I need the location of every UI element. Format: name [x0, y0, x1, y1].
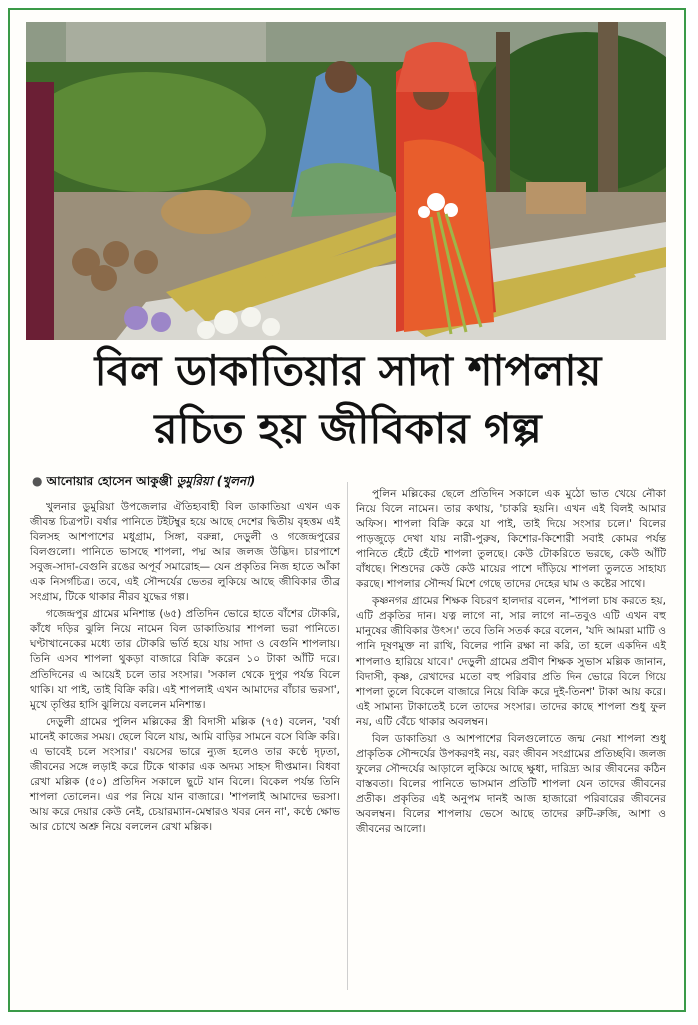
headline-line-1: বিল ডাকাতিয়ার সাদা শাপলায়	[94, 346, 602, 395]
paragraph: বিল ডাকাতিয়া ও আশপাশের বিলগুলোতে জন্ম নেয়া শাপলা শুধু প্রাকৃতিক সৌন্দর্যের উপকরণই নয়, বরং জীবন সংগ্রামের প্রতিচ্ছবি। জলজ ফুলের সৌন্দর্যের আড়ালে লুকিয়ে আছে ক্ষুধা, দারিদ্র্য আর জীবনের কঠিন বাস্তবতা। বিলের পানিতে ভাসমান প্রতিটি শাপলা যেন তাদের জীবনের প্রতীক। প্রকৃতির এই অনুপম দানই আজ হাজারো পরিবারের জীবনের অবলম্বন। বিলের শাপলায় ভেসে আছে তাদের রুটি-রুজি, আশা ও জীবনের আলো।	[356, 732, 666, 836]
paragraph: কৃষ্ণনগর গ্রামের শিক্ষক বিচরণ হালদার বলেন, 'শাপলা চাষ করতে হয়, এটি প্রকৃতির দান। যত্ন লাগে না, সার লাগে না–তবুও এটি এখন বহু মানুষের জীবিকার উৎস।' তবে তিনি সতর্ক করে বলেন, 'যদি আমরা মাটি ও পানি দূষণমুক্ত না রাখি, বিলের পানি রক্ষা না করি, তা হলে একদিন এই শাপলাও হারিয়ে যাবে।' দেড়ুলী গ্রামের প্রবীণ শিক্ষক সুভাস মল্লিক জানান, বিদাসী, কৃষ্ণ, রেখাদের মতো বহু পরিবার প্রতি দিন ভোরে বিলে গিয়ে শাপলা তুলে বিকেলে বাজারে নিয়ে বিক্রি করে দুই-তিনশ' টাকা আয় করে। এই সামান্য টাকাতেই চলে তাদের সংসার। তাদের কাছে শাপলা শুধু ফুল নয়, এটি বেঁচে থাকার অবলম্বন।	[356, 595, 666, 728]
column-divider	[347, 482, 348, 990]
article-column-right	[356, 487, 666, 837]
byline-author: আনোয়ার হোসেন আকুঞ্জী	[46, 474, 173, 488]
paragraph: দেড়ুলী গ্রামের পুলিন মল্লিকের স্ত্রী বিদাসী মল্লিক (৭৫) বলেন, 'বর্ষা মানেই কাজের সময়। ছেলে বিলে যায়, আমি বাড়ির সামনে বসে বিক্রি করি। এ ভাবেই চলে সংসার।' বয়সের ভারে ন্যুজ হলেও তার কণ্ঠে দৃঢ়তা, জীবনের সঙ্গে লড়াই করে টিকে থাকার এক অদম্য সাহস দীপ্তমান। বিধবা রেখা মল্লিক (৫০) প্রতিদিন সকালে ছুটে যান বিলে। বিকেল পর্যন্ত তিনি শাপলা তোলেন। এর পর নিয়ে যান বাজারে। 'শাপলাই আমাদের ভরসা। আয় করে দেয়ার কেউ নেই, চেয়ারম্যান-মেম্বারও খবর নেন না', কণ্ঠে ক্ষোভ আর চোখে অশ্রু নিয়ে বললেন রেখা মল্লিক।	[30, 715, 340, 833]
byline-marker: ●	[32, 474, 43, 488]
article-photo	[26, 22, 666, 340]
byline-place: ডুমুরিয়া (খুলনা)	[176, 474, 256, 488]
paragraph: খুলনার ডুমুরিয়া উপজেলার ঐতিহ্যবাহী বিল ডাকাতিয়া এখন এক জীবন্ত চিত্রপট। বর্ষার পানিতে টইটম্বুর হয়ে আছে দেশের দ্বিতীয় বৃহত্তম এই বিলসহ আশপাশের মধুগ্রাম, সিঙ্গা, বরুন্না, দেড়ুলী ও গজেন্দ্রপুরের বিলগুলো। পানিতে ভাসছে শাপলা, পদ্ম আর জলজ উদ্ভিদ। চারপাশে সবুজ-সাদা-বেগুনি রঙের অপূর্ব সমারোহ— যেন প্রকৃতির নিজ হাতে আঁকা এক নিসর্গচিত্র। তবে, এই সৌন্দর্যের ভেতর লুকিয়ে আছে জীবিকার তীব্র সংগ্রাম, টিকে থাকার নীরব যুদ্ধের গল্প।	[30, 501, 340, 604]
headline-line-2: রচিত হয় জীবিকার গল্প	[154, 404, 542, 453]
article-column-left	[30, 500, 340, 835]
byline	[32, 473, 255, 493]
paragraph: পুলিন মল্লিকের ছেলে প্রতিদিন সকালে এক মুঠো ভাত খেয়ে নৌকা নিয়ে বিলে নামেন। তার কথায়, 'চাকরি হয়নি। এখন এই বিলই আমার অফিস। শাপলা বিক্রি করে যা পাই, তাই দিয়ে সংসার চলে।' বিলের পাড়জুড়ে দেখা যায় নারী-পুরুষ, কিশোর-কিশোরী সবাই কোমর পর্যন্ত পানিতে হেঁটে হেঁটে শাপলা তুলছে। কেউ টোকরিতে ভরছে, কেউ আঁটি বাঁধছে। শিশুদের কেউ কেউ মায়ের পাশে দাঁড়িয়ে শাপলা তুলতে সাহায্য করছে। শাপলার সৌন্দর্য মিশে গেছে তাদের দেহের ঘাম ও কষ্টের সাথে।	[356, 488, 666, 591]
paragraph: গজেন্দ্রপুর গ্রামের মনিশান্ত (৬৫) প্রতিদিন ভোরে হাতে বাঁশের টোকরি, কাঁধে দড়ির ঝুলি নিয়ে নামেন বিল ডাকাতিয়ার শাপলা ভরা পানিতে। ঘণ্টাখানেকের মধ্যে তার টোকরি ভর্তি হয়ে যায় সাদা ও বেগুনি শাপলায়। তিনি এসব শাপলা থুকড়া বাজারে বিক্রি করেন ১০ টাকা আঁটি দরে। প্রতিদিনের এ আয়েই চলে তার সংসার। 'সকাল থেকে দুপুর পর্যন্ত বিলে থাকি। যা পাই, তাই বিক্রি করি। এই শাপলাই এখন আমাদের বাঁচার ভরসা', মুখে তৃপ্তির হাসি ঝুলিয়ে বললেন মনিশান্ত।	[30, 608, 340, 711]
